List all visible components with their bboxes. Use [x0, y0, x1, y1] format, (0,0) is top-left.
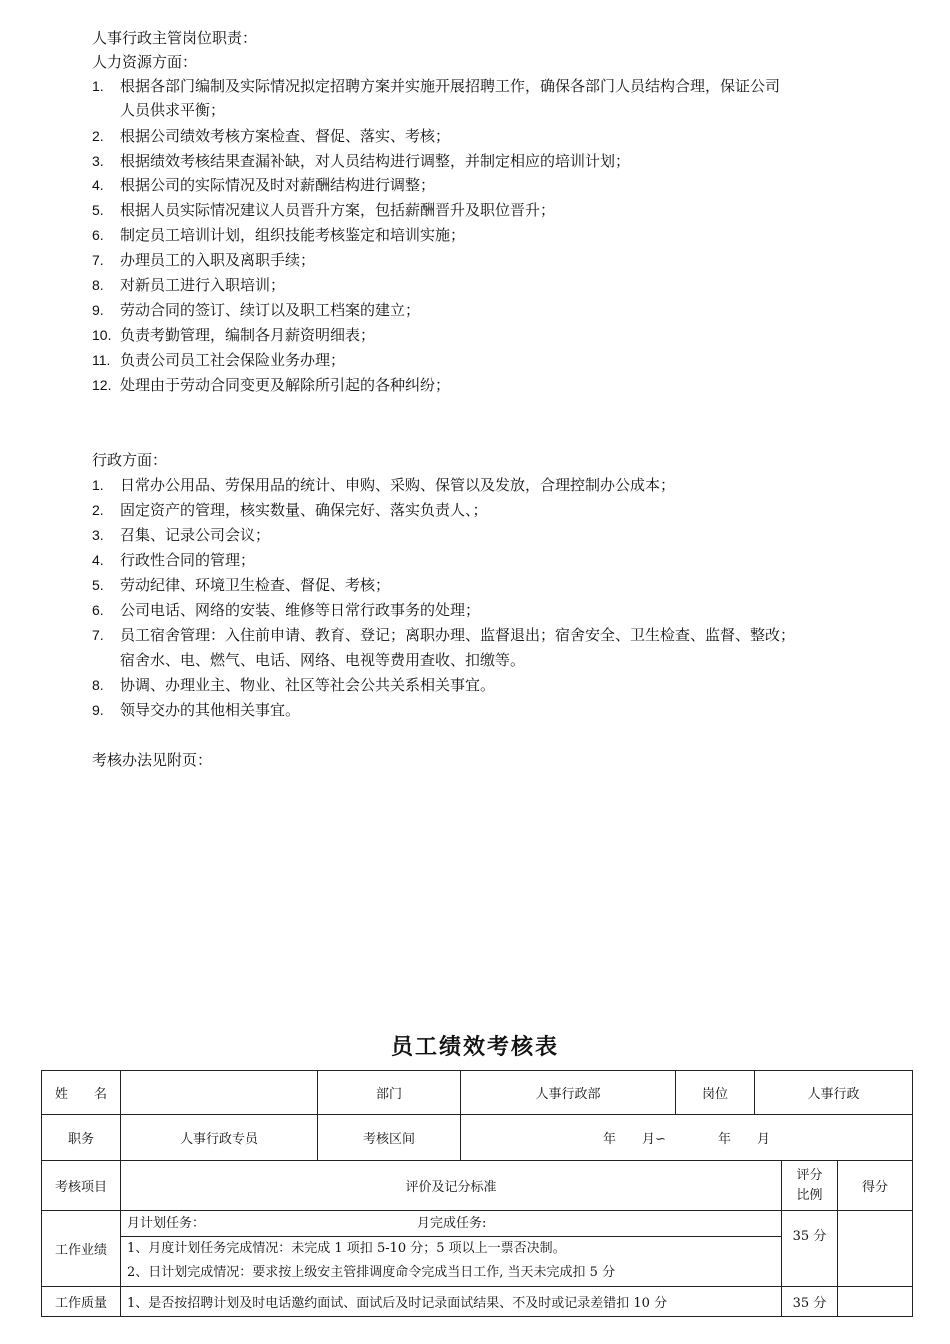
- table-row: [42, 1115, 913, 1161]
- ratio-header-line2: 比例: [796, 1187, 823, 1203]
- dept-value[interactable]: 人事行政部: [461, 1071, 676, 1115]
- list-number: 9.: [92, 702, 104, 718]
- row-score[interactable]: [838, 1287, 913, 1317]
- list-text: 根据公司绩效考核方案检查、督促、落实、考核；: [120, 127, 451, 145]
- list-number: 8.: [92, 677, 104, 693]
- list-text: 根据绩效考核结果查漏补缺，对人员结构进行调整，并制定相应的培训计划；: [120, 152, 631, 170]
- list-text: 制定员工培训计划，组织技能考核鉴定和培训实施；: [120, 226, 466, 244]
- row-criteria: [121, 1211, 782, 1287]
- list-item: [92, 223, 465, 247]
- list-text: 劳动纪律、环境卫生检查、督促、考核；: [120, 576, 391, 594]
- period-label: 考核区间: [318, 1115, 461, 1161]
- list-number: 4.: [92, 552, 104, 568]
- list-number: 4.: [92, 177, 104, 193]
- list-text: 处理由于劳动合同变更及解除所引起的各种纠纷；: [120, 376, 451, 394]
- list-number: 7.: [92, 252, 104, 268]
- row-ratio: 35 分: [782, 1211, 838, 1287]
- table-row: [42, 1211, 913, 1287]
- criteria-line: 2、日计划完成情况：要求按上级安主管排调度命令完成当日工作, 当天未完成扣 5 分: [127, 1265, 616, 1280]
- list-text: 劳动合同的签订、续订以及职工档案的建立；: [120, 301, 421, 319]
- list-item: [92, 623, 795, 647]
- list-number: 5.: [92, 202, 104, 218]
- list-item: [92, 149, 630, 173]
- list-item: [92, 74, 780, 98]
- list-item-continuation: 人员供求平衡；: [120, 101, 226, 119]
- list-text: 对新员工进行入职培训；: [120, 276, 286, 294]
- list-item: [92, 698, 300, 722]
- plan-line: [127, 1212, 775, 1236]
- list-item: [92, 298, 420, 322]
- row-item: 工作业绩: [42, 1211, 121, 1287]
- list-number: 2.: [92, 502, 104, 518]
- list-number: 3.: [92, 527, 104, 543]
- list-text: 员工宿舍管理：入住前申请、教育、登记；离职办理、监督退出；宿舍安全、卫生检查、监督、整改；: [120, 626, 796, 644]
- list-item: [92, 124, 450, 148]
- post-label: 岗位: [676, 1071, 755, 1115]
- list-text: 办理员工的入职及离职手续；: [120, 251, 316, 269]
- list-number: 6.: [92, 602, 104, 618]
- list-number: 7.: [92, 627, 104, 643]
- table-header-row: [42, 1161, 913, 1211]
- criteria-header: 评价及记分标准: [121, 1161, 782, 1211]
- list-text: 公司电话、网络的安装、维修等日常行政事务的处理；: [120, 601, 481, 619]
- list-item: [92, 573, 390, 597]
- row-score[interactable]: [838, 1211, 913, 1287]
- ratio-header-line1: 评分: [796, 1167, 823, 1183]
- list-number: 5.: [92, 577, 104, 593]
- list-item: [92, 323, 375, 347]
- post-value[interactable]: 人事行政: [755, 1071, 913, 1115]
- ratio-header: [782, 1161, 838, 1211]
- list-text: 根据各部门编制及实际情况拟定招聘方案并实施开展招聘工作，确保各部门人员结构合理，保证公司: [120, 77, 781, 95]
- list-text: 根据人员实际情况建议人员晋升方案，包括薪酬晋升及职位晋升；: [120, 201, 556, 219]
- list-text: 协调、办理业主、物业、社区等社会公共关系相关事宜。: [120, 676, 496, 694]
- list-text: 召集、记录公司会议；: [120, 526, 271, 544]
- dept-label: 部门: [318, 1071, 461, 1115]
- name-value[interactable]: [121, 1071, 318, 1115]
- list-number: 6.: [92, 227, 104, 243]
- list-number: 1.: [92, 477, 104, 493]
- list-number: 9.: [92, 302, 104, 318]
- list-number: 1.: [92, 78, 104, 94]
- list-item-continuation: 宿舍水、电、燃气、电话、网络、电视等费用查收、扣缴等。: [120, 651, 526, 669]
- form-title: 员工绩效考核表: [390, 1034, 559, 1060]
- list-number: 2.: [92, 128, 104, 144]
- row-criteria: 1、是否按招聘计划及时电话邀约面试、面试后及时记录面试结果、不及时或记录差错扣 10 分: [121, 1287, 782, 1317]
- list-item: [92, 673, 495, 697]
- duty-label: 职务: [42, 1115, 121, 1161]
- list-number: 8.: [92, 277, 104, 293]
- admin-heading: 行政方面：: [92, 451, 168, 469]
- table-row: [42, 1071, 913, 1115]
- list-item: [92, 598, 480, 622]
- score-header: 得分: [838, 1161, 913, 1211]
- done-label: 月完成任务:: [417, 1216, 487, 1231]
- list-item: [92, 173, 435, 197]
- list-number: 12.: [92, 377, 112, 393]
- appendix-note: 考核办法见附页：: [92, 751, 213, 769]
- period-value[interactable]: 年 月∽ 年 月: [461, 1115, 913, 1161]
- list-text: 领导交办的其他相关事宜。: [120, 701, 301, 719]
- doc-title: 人事行政主管岗位职责：: [92, 29, 258, 47]
- list-item: [92, 473, 675, 497]
- list-item: [92, 348, 345, 372]
- list-item: [92, 548, 255, 572]
- list-item: [92, 198, 555, 222]
- item-header: 考核项目: [42, 1161, 121, 1211]
- list-text: 负责考勤管理，编制各月薪资明细表；: [120, 326, 376, 344]
- list-item: [92, 373, 450, 397]
- plan-label: 月计划任务：: [127, 1216, 206, 1231]
- list-text: 固定资产的管理，核实数量、确保完好、落实负责人、；: [120, 501, 488, 519]
- list-item: [92, 498, 488, 522]
- table-row: [42, 1287, 913, 1317]
- list-text: 负责公司员工社会保险业务办理；: [120, 351, 346, 369]
- list-text: 日常办公用品、劳保用品的统计、申购、采购、保管以及发放，合理控制办公成本；: [120, 476, 676, 494]
- list-number: 10.: [92, 327, 112, 343]
- list-item: [92, 248, 315, 272]
- name-label: 姓 名: [42, 1071, 121, 1115]
- list-text: 根据公司的实际情况及时对薪酬结构进行调整；: [120, 176, 436, 194]
- list-number: 3.: [92, 153, 104, 169]
- list-item: [92, 523, 270, 547]
- performance-table: [41, 1070, 913, 1317]
- list-text: 行政性合同的管理；: [120, 551, 256, 569]
- list-number: 11.: [92, 352, 111, 368]
- duty-value[interactable]: 人事行政专员: [121, 1115, 318, 1161]
- hr-heading: 人力资源方面：: [92, 53, 198, 71]
- list-item: [92, 273, 285, 297]
- row-ratio: 35 分: [782, 1287, 838, 1317]
- row-item: 工作质量: [42, 1287, 121, 1317]
- criteria-line: 1、月度计划任务完成情况：未完成 1 项扣 5-10 分；5 项以上一票否决制。: [127, 1241, 566, 1256]
